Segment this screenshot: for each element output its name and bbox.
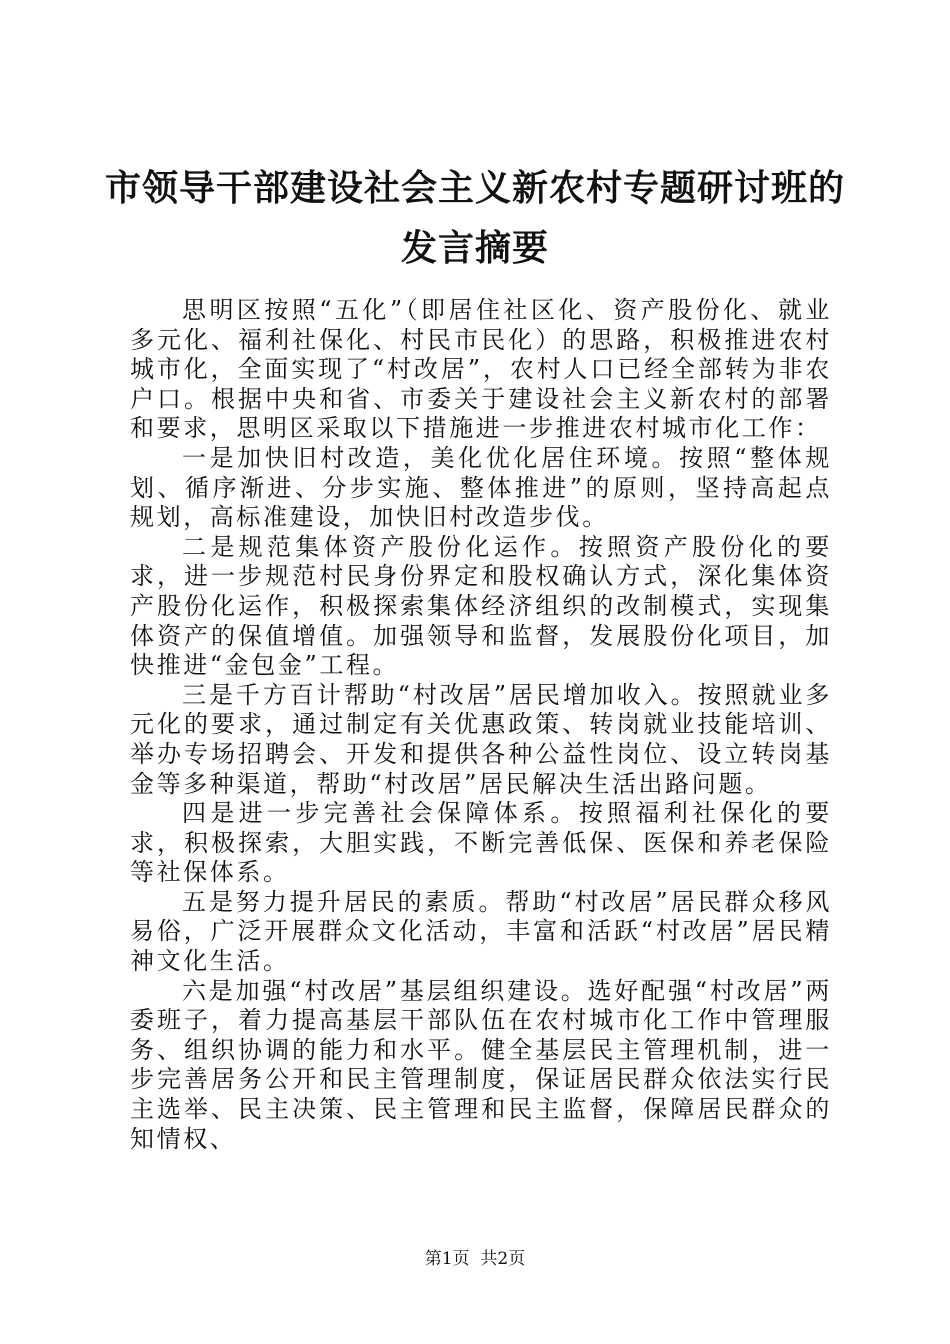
paragraph-item-5: 五是努力提升居民的素质。帮助“村改居”居民群众移风易俗，广泛开展群众文化活动，丰富和活跃“村改居”居民精神文化生活。: [130, 887, 832, 976]
page-footer: 第1页 共2页: [424, 1249, 526, 1269]
paragraph-item-4: 四是进一步完善社会保障体系。按照福利社保化的要求，积极探索，大胆实践，不断完善低保、医保和养老保险等社保体系。: [130, 799, 832, 887]
document-body: [130, 296, 832, 1154]
paragraph-intro: 思明区按照“五化”（即居住社区化、资产股份化、就业多元化、福利社保化、村民市民化）的思路，积极推进农村城市化，全面实现了“村改居”，农村人口已经全部转为非农户口。根据中央和省、市委关于建设社会主义新农村的部署和要求，思明区采取以下措施进一步推进农村城市化工作：: [130, 296, 832, 443]
paragraph-item-3: 三是千方百计帮助“村改居”居民增加收入。按照就业多元化的要求，通过制定有关优惠政策、转岗就业技能培训、举办专场招聘会、开发和提供各种公益性岗位、设立转岗基金等多种渠道，帮助“村改居”居民解决生活出路问题。: [130, 680, 832, 798]
document-title-line-2: 发言摘要: [400, 228, 549, 269]
paragraph-item-6: 六是加强“村改居”基层组织建设。选好配强“村改居”两委班子，着力提高基层干部队伍在农村城市化工作中管理服务、组织协调的能力和水平。健全基层民主管理机制，进一步完善居务公开和民主管理制度，保证居民群众依法实行民主选举、民主决策、民主管理和民主监督，保障居民群众的知情权、: [130, 976, 832, 1153]
paragraph-item-2: 二是规范集体资产股份化运作。按照资产股份化的要求，进一步规范村民身份界定和股权确认方式，深化集体资产股份化运作，积极探索集体经济组织的改制模式，实现集体资产的保值增值。加强领导和监督，发展股份化项目，加快推进“金包金”工程。: [130, 532, 832, 680]
paragraph-item-1: 一是加快旧村改造，美化优化居住环境。按照“整体规划、循序渐进、分步实施、整体推进”的原则，坚持高起点规划，高标准建设，加快旧村改造步伐。: [130, 443, 832, 532]
document-title-line-1: 市领导干部建设社会主义新农村专题研讨班的: [104, 168, 845, 209]
